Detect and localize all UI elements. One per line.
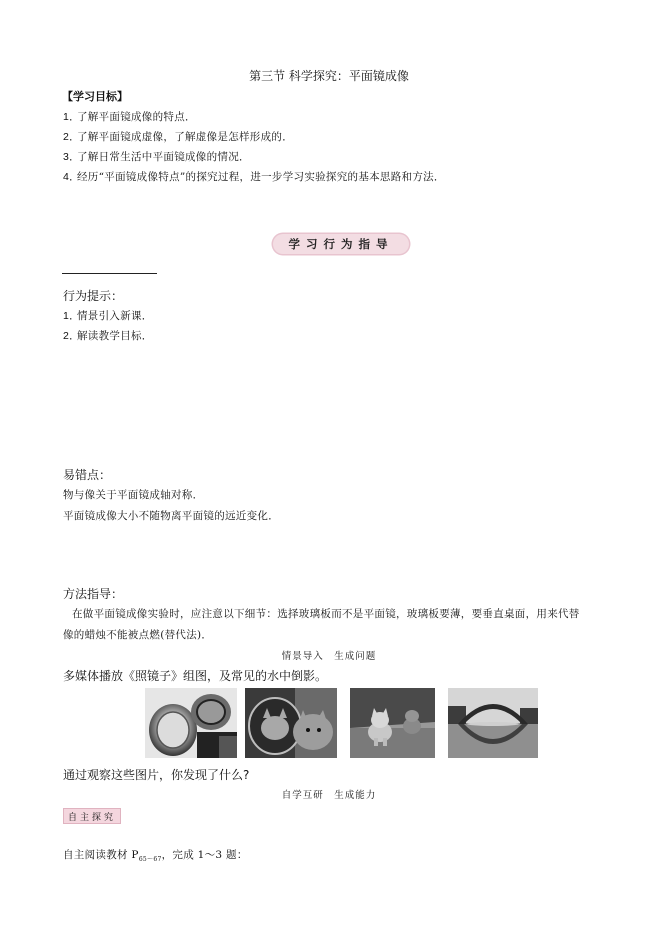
error-item-1: 物与像关于平面镜成轴对称． — [63, 489, 204, 501]
hint-item-1: 1．情景引入新课． — [63, 310, 153, 322]
kitten-reflection-photo — [350, 688, 435, 758]
method-line-2: 像的蜡烛不能被点燃(替代法)． — [63, 629, 213, 641]
scene-intro: 多媒体播放《照镜子》组图，及常见的水中倒影。 — [63, 669, 328, 683]
method-heading: 方法指导： — [63, 587, 124, 601]
scene-subtitle: 情景导入 生成问题 — [281, 651, 377, 662]
error-item-2: 平面镜成像大小不随物离平面镜的远近变化． — [63, 510, 279, 522]
method-line-1: 在做平面镜成像实验时，应注意以下细节：选择玻璃板而不是平面镜，玻璃板要薄，要垂直桌面，用来代替 — [72, 608, 580, 620]
page-title: 第三节 科学探究：平面镜成像 — [249, 69, 409, 83]
learning-guide-banner: 学习行为指导 — [273, 234, 409, 254]
hints-heading: 行为提示： — [63, 289, 124, 303]
errors-heading: 易错点： — [63, 468, 112, 482]
cat-mirror-photo — [245, 688, 337, 758]
objectives-heading: 【学习目标】 — [62, 90, 128, 103]
self-explore-badge: 自主探究 — [63, 808, 121, 824]
hint-item-2: 2．解读教学目标． — [63, 330, 153, 342]
self-study-subtitle: 自学互研 生成能力 — [281, 790, 377, 801]
divider-line — [62, 273, 157, 274]
bridge-reflection-photo — [448, 688, 538, 758]
objective-item-4: 4．经历“平面镜成像特点”的探究过程，进一步学习实验探究的基本思路和方法． — [63, 171, 445, 183]
objective-item-3: 3．了解日常生活中平面镜成像的情况． — [63, 151, 250, 163]
mirror-photo — [145, 688, 237, 758]
scene-question: 通过观察这些图片，你发现了什么? — [63, 768, 250, 782]
objective-item-1: 1．了解平面镜成像的特点． — [63, 111, 196, 123]
objective-item-2: 2．了解平面镜成虚像，了解虚像是怎样形成的． — [63, 131, 293, 143]
reading-instruction: 自主阅读教材 $P_{65\sim 67}$，完成 1～3 题： — [63, 849, 248, 864]
